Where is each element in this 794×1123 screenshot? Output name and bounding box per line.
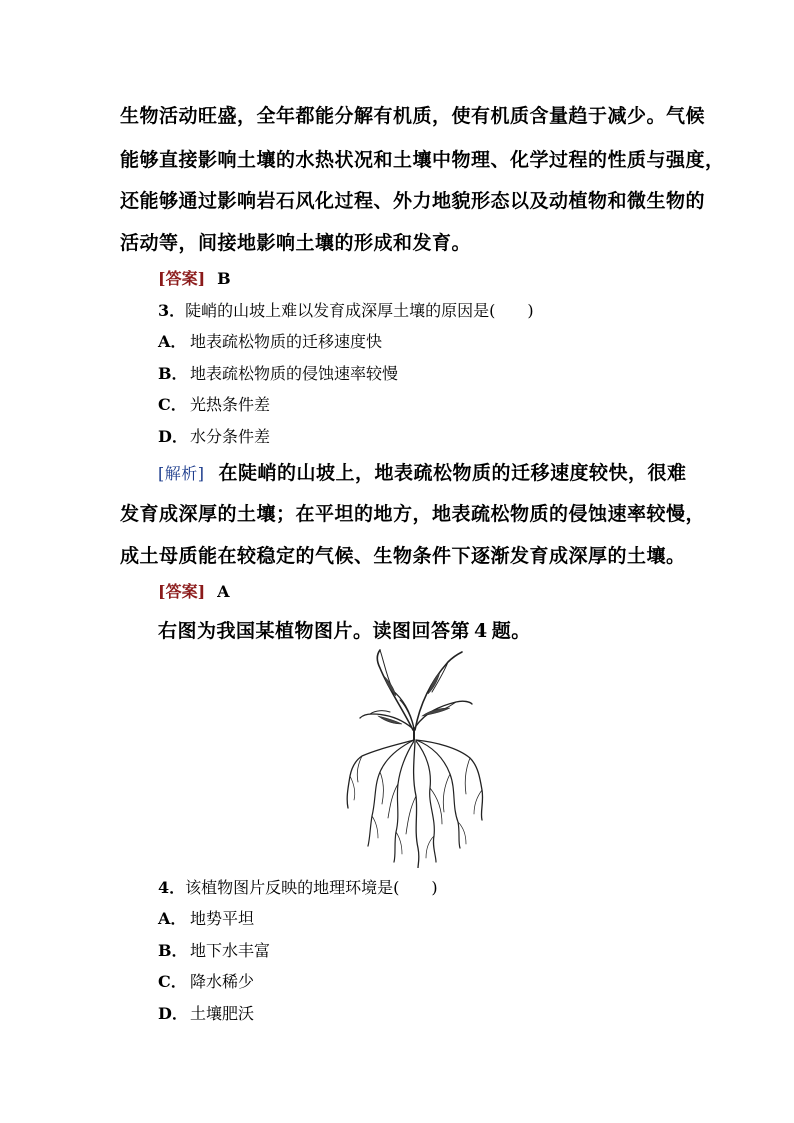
option-d: [158, 424, 270, 447]
option-c: [158, 392, 270, 415]
answer-value: A: [217, 582, 230, 601]
question-number: 3．: [158, 301, 186, 320]
option-c: [158, 969, 254, 992]
option-text: 土壤肥沃: [190, 1004, 255, 1023]
option-key: A．: [158, 909, 187, 928]
question-stem: [158, 875, 438, 898]
option-d: [158, 1001, 254, 1024]
answer-value: B: [217, 269, 231, 288]
plant-roots-illustration: [340, 648, 490, 868]
option-a: [158, 329, 382, 352]
paragraph-line: 还能够通过影响岩石风化过程、外力地貌形态以及动植物和微生物的: [120, 190, 706, 212]
answer-line: [158, 266, 231, 289]
intro-number: 4: [474, 620, 488, 642]
option-b: [158, 361, 398, 384]
option-text: 地势平坦: [190, 909, 255, 928]
question-text: 陡峭的山坡上难以发育成深厚土壤的原因是( ): [185, 301, 534, 320]
answer-line: [158, 579, 230, 602]
paragraph-line: 能够直接影响土壤的水热状况和土壤中物理、化学过程的性质与强度，: [120, 149, 725, 171]
intro-text: 右图为我国某植物图片。读图回答第: [158, 620, 471, 642]
analysis-label: [解析]: [158, 464, 205, 483]
option-key: B．: [158, 364, 188, 383]
option-key: A．: [158, 332, 187, 351]
option-text: 地表疏松物质的侵蚀速率较慢: [190, 364, 399, 383]
question-number: 4．: [158, 878, 186, 897]
figure-intro: [158, 616, 531, 643]
question-stem: [158, 298, 534, 321]
option-key: C．: [158, 395, 187, 414]
analysis-text: 在陡峭的山坡上，地表疏松物质的迁移速度较快，很难: [218, 462, 687, 484]
option-text: 水分条件差: [190, 427, 271, 446]
analysis-line: 发育成深厚的土壤；在平坦的地方，地表疏松物质的侵蚀速率较慢，: [120, 503, 706, 525]
analysis-line: [158, 458, 687, 485]
option-key: D．: [158, 1004, 188, 1023]
option-text: 地下水丰富: [190, 941, 271, 960]
paragraph-line: 活动等，间接地影响土壤的形成和发育。: [120, 232, 472, 254]
answer-label: [答案]: [158, 269, 206, 288]
intro-suffix: 题。: [491, 620, 531, 642]
question-text: 该植物图片反映的地理环境是( ): [185, 878, 438, 897]
option-text: 地表疏松物质的迁移速度快: [190, 332, 383, 351]
option-key: B．: [158, 941, 188, 960]
option-b: [158, 938, 270, 961]
analysis-line: 成土母质能在较稳定的气候、生物条件下逐渐发育成深厚的土壤。: [120, 545, 686, 567]
option-key: D．: [158, 427, 188, 446]
option-a: [158, 906, 254, 929]
option-key: C．: [158, 972, 187, 991]
option-text: 光热条件差: [190, 395, 271, 414]
paragraph-line: 生物活动旺盛，全年都能分解有机质，使有机质含量趋于减少。气候: [120, 105, 706, 127]
option-text: 降水稀少: [190, 972, 255, 991]
answer-label: [答案]: [158, 582, 206, 601]
